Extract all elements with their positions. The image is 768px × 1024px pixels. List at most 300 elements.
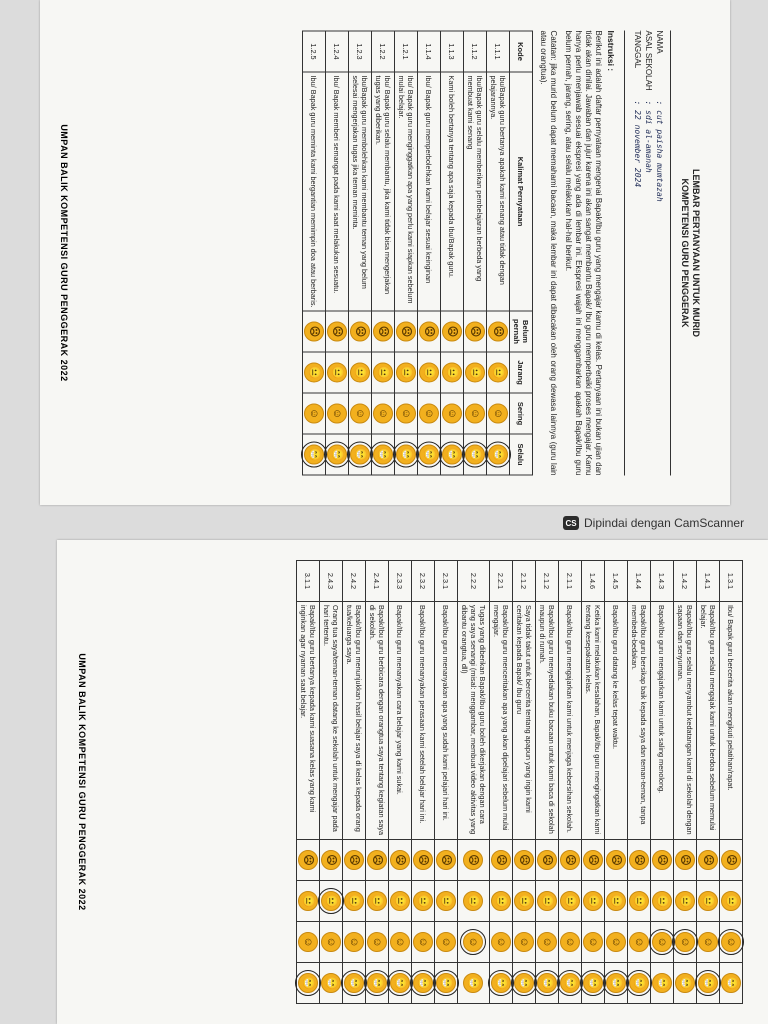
- response-cell[interactable]: [696, 963, 719, 1004]
- response-cell[interactable]: [650, 881, 673, 922]
- grin-face-icon: 😁: [652, 973, 672, 993]
- neutral-face-icon: 😐: [606, 891, 626, 911]
- row-statement: Orang tua saya/teman-teman datang ke sekolah untuk mengajar pada hari tertentu.: [319, 602, 342, 840]
- response-cell[interactable]: [604, 840, 627, 881]
- grin-face-icon: 😁: [465, 444, 485, 464]
- response-cell[interactable]: [719, 840, 742, 881]
- row-statement: Bapak/Ibu guru datang ke kelas tepat waktu.: [604, 602, 627, 840]
- row-statement: Kami boleh bertanya tentang apa saja kepada Ibu/Bapak guru.: [441, 72, 464, 311]
- row-code: 2.1.1: [558, 561, 581, 602]
- neutral-face-icon: 😐: [442, 362, 462, 382]
- response-cell[interactable]: [581, 881, 604, 922]
- table-row: [487, 31, 510, 475]
- response-cell[interactable]: [434, 963, 457, 1004]
- response-cell[interactable]: [650, 963, 673, 1004]
- neutral-face-icon: 😐: [350, 362, 370, 382]
- smile-face-icon: ☺: [367, 932, 387, 952]
- neutral-face-icon: 😐: [304, 362, 324, 382]
- grin-face-icon: 😁: [698, 973, 718, 993]
- smile-face-icon: ☺: [298, 932, 318, 952]
- response-cell[interactable]: [372, 311, 395, 352]
- response-cell[interactable]: [365, 922, 388, 963]
- sad-face-icon: ☹: [304, 321, 324, 341]
- sad-face-icon: ☹: [396, 321, 416, 341]
- table-row: [581, 561, 604, 1004]
- meta-label-school: ASAL SEKOLAH: [644, 30, 653, 91]
- response-cell[interactable]: [558, 963, 581, 1004]
- sad-face-icon: ☹: [436, 850, 456, 870]
- smile-face-icon: ☺: [419, 403, 439, 423]
- neutral-face-icon: 😐: [298, 891, 318, 911]
- table-row: [558, 561, 581, 1004]
- neutral-face-icon: 😐: [419, 362, 439, 382]
- smile-face-icon: ☺: [514, 932, 534, 952]
- response-cell[interactable]: [296, 963, 319, 1004]
- response-cell[interactable]: [719, 922, 742, 963]
- row-statement: Bapak/Ibu guru mengajarkan kami untuk menjaga kebersihan sekolah.: [558, 602, 581, 840]
- response-cell[interactable]: [673, 881, 696, 922]
- response-cell[interactable]: [457, 963, 489, 1004]
- camscanner-watermark: [563, 514, 744, 532]
- row-code: 2.2.1: [489, 561, 512, 602]
- table-row: [319, 561, 342, 1004]
- sad-face-icon: ☹: [560, 850, 580, 870]
- response-cell[interactable]: [372, 393, 395, 434]
- response-cell[interactable]: [418, 311, 441, 352]
- response-cell[interactable]: [627, 840, 650, 881]
- response-cell[interactable]: [434, 922, 457, 963]
- row-statement: Saya tidak takut untuk bercerita tentang apapun yang ingin kami ceritakan kepada Bapak/ Ibu guru: [512, 602, 535, 840]
- smile-face-icon: ☺: [560, 932, 580, 952]
- row-code: 2.4.2: [342, 561, 365, 602]
- response-cell[interactable]: [326, 393, 349, 434]
- grin-face-icon: 😁: [488, 444, 508, 464]
- smile-face-icon: ☺: [304, 403, 324, 423]
- response-cell[interactable]: [487, 352, 510, 393]
- sad-face-icon: ☹: [390, 850, 410, 870]
- row-code: 1.1.2: [464, 31, 487, 72]
- response-cell[interactable]: [719, 963, 742, 1004]
- camscanner-logo-icon: CS: [563, 516, 579, 530]
- response-cell[interactable]: [319, 840, 342, 881]
- grin-face-icon: 😁: [304, 444, 324, 464]
- row-code: 1.2.5: [303, 31, 326, 72]
- grin-face-icon: 😁: [373, 444, 393, 464]
- response-cell[interactable]: [326, 311, 349, 352]
- table-row: [512, 561, 535, 1004]
- response-cell[interactable]: [296, 881, 319, 922]
- row-code: 2.1.2: [512, 561, 535, 602]
- response-cell[interactable]: [395, 352, 418, 393]
- response-cell[interactable]: [296, 922, 319, 963]
- col-rarely: Jarang: [510, 352, 533, 393]
- row-code: 2.3.1: [434, 561, 457, 602]
- response-cell[interactable]: [434, 840, 457, 881]
- neutral-face-icon: 😐: [491, 891, 511, 911]
- row-statement: Bapak/Ibu guru menanyakan cara belajar yang kami sukai.: [388, 602, 411, 840]
- response-cell[interactable]: [558, 881, 581, 922]
- row-code: 3.1.1: [296, 561, 319, 602]
- table-row: [719, 561, 742, 1004]
- meta-value-date: : 22 november 2024: [633, 100, 642, 187]
- response-cell[interactable]: [558, 922, 581, 963]
- sad-face-icon: ☹: [583, 850, 603, 870]
- table-row: [418, 31, 441, 475]
- table-row: [365, 561, 388, 1004]
- smile-face-icon: ☺: [675, 932, 695, 952]
- sad-face-icon: ☹: [463, 850, 483, 870]
- neutral-face-icon: 😐: [698, 891, 718, 911]
- response-cell[interactable]: [464, 434, 487, 475]
- table-row: [696, 561, 719, 1004]
- row-statement: Ibu/ Bapak memberi semangat pada kami saat melakukan sesuatu.: [326, 72, 349, 311]
- table-row: [395, 31, 418, 475]
- meta-rule: [624, 30, 625, 475]
- table-row: [627, 561, 650, 1004]
- response-cell[interactable]: [395, 311, 418, 352]
- sad-face-icon: ☹: [629, 850, 649, 870]
- table-row: [489, 561, 512, 1004]
- row-statement: Bapak/Ibu guru selalu mengajak kami untuk berdoa sebelum memulai belajar.: [696, 602, 719, 840]
- response-cell[interactable]: [441, 434, 464, 475]
- response-cell[interactable]: [411, 840, 434, 881]
- response-cell[interactable]: [464, 393, 487, 434]
- row-code: 1.4.5: [604, 561, 627, 602]
- response-cell[interactable]: [303, 393, 326, 434]
- row-statement: Bapak/Ibu guru berbicara dengan orangtua saya tentang kegiatan saya di sekolah.: [365, 602, 388, 840]
- sad-face-icon: ☹: [442, 321, 462, 341]
- response-cell[interactable]: [441, 393, 464, 434]
- smile-face-icon: ☺: [491, 932, 511, 952]
- smile-face-icon: ☺: [436, 932, 456, 952]
- col-never: Belum pernah: [510, 311, 533, 352]
- sad-face-icon: ☹: [698, 850, 718, 870]
- instructions-note: Catatan: jika murid belum dapat memahami bacaan, maka lembar ini dapat dibacakan oleh orang dewasa lainnya (guru lain atau orangtua).: [539, 30, 558, 475]
- response-cell[interactable]: [388, 922, 411, 963]
- response-cell[interactable]: [296, 840, 319, 881]
- table-row: [535, 561, 558, 1004]
- response-cell[interactable]: [434, 881, 457, 922]
- response-cell[interactable]: [696, 881, 719, 922]
- smile-face-icon: ☺: [698, 932, 718, 952]
- table-row: [650, 561, 673, 1004]
- response-cell[interactable]: [411, 963, 434, 1004]
- sad-face-icon: ☹: [488, 321, 508, 341]
- response-cell[interactable]: [303, 311, 326, 352]
- response-cell[interactable]: [464, 311, 487, 352]
- response-cell[interactable]: [349, 352, 372, 393]
- grin-face-icon: 😁: [491, 973, 511, 993]
- sad-face-icon: ☹: [413, 850, 433, 870]
- statement-table-2: [296, 560, 743, 1004]
- neutral-face-icon: 😐: [537, 891, 557, 911]
- neutral-face-icon: 😐: [463, 891, 483, 911]
- response-cell[interactable]: [673, 922, 696, 963]
- smile-face-icon: ☺: [321, 932, 341, 952]
- row-code: 2.1.2: [535, 561, 558, 602]
- sad-face-icon: ☹: [327, 321, 347, 341]
- response-cell[interactable]: [487, 393, 510, 434]
- neutral-face-icon: 😐: [327, 362, 347, 382]
- row-code: 1.1.1: [487, 31, 510, 72]
- instructions: [538, 30, 616, 475]
- meta-value-school: : sdi al-amanah: [644, 100, 653, 173]
- response-cell[interactable]: [365, 840, 388, 881]
- neutral-face-icon: 😐: [436, 891, 456, 911]
- neutral-face-icon: 😐: [560, 891, 580, 911]
- col-code: Kode: [510, 31, 533, 72]
- smile-face-icon: ☺: [373, 403, 393, 423]
- response-cell[interactable]: [627, 963, 650, 1004]
- row-statement: Bapak/Ibu guru selalu menyambut kedatangan kami di sekolah dengan sapaan dan senyuman.: [673, 602, 696, 840]
- sad-face-icon: ☹: [721, 850, 741, 870]
- table-row: [441, 31, 464, 475]
- response-cell[interactable]: [303, 352, 326, 393]
- statement-table-1: [302, 30, 533, 475]
- grin-face-icon: 😁: [367, 973, 387, 993]
- response-cell[interactable]: [395, 434, 418, 475]
- neutral-face-icon: 😐: [413, 891, 433, 911]
- neutral-face-icon: 😐: [390, 891, 410, 911]
- title-rule: [670, 30, 671, 475]
- row-statement: Ibu/Bapak guru selalu memberikan pembelajaran berbeda yang membuat kami senang: [464, 72, 487, 311]
- row-code: 2.3.2: [411, 561, 434, 602]
- row-code: 1.2.2: [372, 31, 395, 72]
- sad-face-icon: ☹: [373, 321, 393, 341]
- grin-face-icon: 😁: [413, 973, 433, 993]
- response-cell[interactable]: [388, 963, 411, 1004]
- response-cell[interactable]: [673, 840, 696, 881]
- table-row: [388, 561, 411, 1004]
- col-often: Sering: [510, 393, 533, 434]
- smile-face-icon: ☺: [350, 403, 370, 423]
- table-header: [510, 31, 533, 475]
- response-cell[interactable]: [372, 434, 395, 475]
- meta-label-name: NAMA: [655, 30, 664, 54]
- response-cell[interactable]: [411, 881, 434, 922]
- grin-face-icon: 😁: [396, 444, 416, 464]
- response-cell[interactable]: [581, 840, 604, 881]
- smile-face-icon: ☺: [583, 932, 603, 952]
- smile-face-icon: ☺: [396, 403, 416, 423]
- table-row: [464, 31, 487, 475]
- table-row: [457, 561, 489, 1004]
- response-cell[interactable]: [604, 963, 627, 1004]
- smile-face-icon: ☺: [606, 932, 626, 952]
- sad-face-icon: ☹: [419, 321, 439, 341]
- response-cell[interactable]: [342, 881, 365, 922]
- row-statement: Ibu/ Bapak guru selalu membantu, jika kami tidak bisa mengerjakan tugas yang diberikan.: [372, 72, 395, 311]
- table-row: [372, 31, 395, 475]
- response-cell[interactable]: [719, 881, 742, 922]
- grin-face-icon: 😁: [344, 973, 364, 993]
- table-row: [326, 31, 349, 475]
- grin-face-icon: 😁: [606, 973, 626, 993]
- row-code: 1.2.3: [349, 31, 372, 72]
- grin-face-icon: 😁: [350, 444, 370, 464]
- row-statement: Ibu/ Bapak guru menginggatkan apa yang perlu kami siapkan sebelum mulai belajar.: [395, 72, 418, 311]
- table-row: [349, 31, 372, 475]
- table-row: [673, 561, 696, 1004]
- response-cell[interactable]: [457, 881, 489, 922]
- response-cell[interactable]: [535, 840, 558, 881]
- response-cell[interactable]: [558, 840, 581, 881]
- form-title: LEMBAR PERTANYAAN UNTUK MURID KOMPETENSI GURU PENGGERAK: [680, 168, 701, 337]
- row-statement: Ibu/ Bapak guru memperbolehkan kami belajar sesuai keinginan: [418, 72, 441, 311]
- response-cell[interactable]: [342, 922, 365, 963]
- neutral-face-icon: 😐: [583, 891, 603, 911]
- response-cell[interactable]: [489, 963, 512, 1004]
- page-footer: UMPAN BALIK KOMPETENSI GURU PENGGERAK 2022: [59, 123, 69, 382]
- response-cell[interactable]: [349, 393, 372, 434]
- col-always: Selalu: [510, 434, 533, 475]
- smile-face-icon: ☺: [390, 932, 410, 952]
- response-cell[interactable]: [365, 881, 388, 922]
- response-cell[interactable]: [441, 352, 464, 393]
- table-row: [604, 561, 627, 1004]
- response-cell[interactable]: [342, 963, 365, 1004]
- response-cell[interactable]: [418, 393, 441, 434]
- grin-face-icon: 😁: [560, 973, 580, 993]
- response-cell[interactable]: [372, 352, 395, 393]
- grin-face-icon: 😁: [298, 973, 318, 993]
- response-cell[interactable]: [349, 434, 372, 475]
- row-statement: Bapak/Ibu guru bersikap baik kepada saya dan teman-teman, tanpa membeda-bedakan.: [627, 602, 650, 840]
- row-code: 1.4.3: [650, 561, 673, 602]
- response-cell[interactable]: [365, 963, 388, 1004]
- row-code: 2.3.3: [388, 561, 411, 602]
- response-cell[interactable]: [512, 840, 535, 881]
- response-cell[interactable]: [319, 963, 342, 1004]
- scanned-page-1: [40, 0, 730, 505]
- response-cell[interactable]: [535, 963, 558, 1004]
- sad-face-icon: ☹: [606, 850, 626, 870]
- neutral-face-icon: 😐: [344, 891, 364, 911]
- response-cell[interactable]: [650, 840, 673, 881]
- grin-face-icon: 😁: [675, 973, 695, 993]
- response-cell[interactable]: [489, 922, 512, 963]
- response-cell[interactable]: [457, 922, 489, 963]
- response-cell[interactable]: [581, 922, 604, 963]
- response-cell[interactable]: [581, 963, 604, 1004]
- neutral-face-icon: 😐: [721, 891, 741, 911]
- row-statement: Tugas yang diberikan Bapak/Ibu guru boleh dikerjakan dengan cara yang saya senangi (misal: menggambar, membuat video aktivitas yang dibantu orangtua, dll): [457, 602, 489, 840]
- smile-face-icon: ☺: [413, 932, 433, 952]
- response-cell[interactable]: [489, 881, 512, 922]
- row-code: 1.2.1: [395, 31, 418, 72]
- response-cell[interactable]: [319, 881, 342, 922]
- response-cell[interactable]: [441, 311, 464, 352]
- row-code: 2.4.1: [365, 561, 388, 602]
- instructions-text: Berikut ini adalah daftar pernyataan mengenai Bapak/Ibu guru yang mengajar kamu di kelas. Pertanyaan ini bukan ujian dan tidak akan dinilai. Jawaban dan jujur karena ini akan sangat membantu Bapak/ Ibu guru memperbaiki proses mengajar. Kamu hanya perlu menjawab sesuai ekspresi yang ada di lembar ini. Ekspresi wajah ini menggambarkan apakah Bapak/Ibu guru belum pernah, jarang, sering, atau selalu melakukan hal-hal berikut.: [564, 30, 603, 475]
- sad-face-icon: ☹: [675, 850, 695, 870]
- response-cell[interactable]: [604, 881, 627, 922]
- sad-face-icon: ☹: [344, 850, 364, 870]
- row-statement: Ibu/Bapak guru membolehkan kami membantu teman yang belum selesai mengerjakan tugas jika teman meminta.: [349, 72, 372, 311]
- sad-face-icon: ☹: [491, 850, 511, 870]
- response-cell[interactable]: [489, 840, 512, 881]
- row-code: 2.4.3: [319, 561, 342, 602]
- smile-face-icon: ☺: [629, 932, 649, 952]
- grin-face-icon: 😁: [537, 973, 557, 993]
- response-cell[interactable]: [349, 311, 372, 352]
- sad-face-icon: ☹: [321, 850, 341, 870]
- response-cell[interactable]: [696, 922, 719, 963]
- sad-face-icon: ☹: [350, 321, 370, 341]
- row-code: 1.1.4: [418, 31, 441, 72]
- response-cell[interactable]: [487, 434, 510, 475]
- response-cell[interactable]: [696, 840, 719, 881]
- row-code: 1.4.2: [673, 561, 696, 602]
- response-cell[interactable]: [411, 922, 434, 963]
- response-cell[interactable]: [627, 922, 650, 963]
- response-cell[interactable]: [604, 922, 627, 963]
- row-statement: Ketika kami melakukan kesalahan, Bapak/Ibu guru mengingatkan kami tentang kesepakatan kelas.: [581, 602, 604, 840]
- grin-face-icon: 😁: [436, 973, 456, 993]
- neutral-face-icon: 😐: [367, 891, 387, 911]
- response-cell[interactable]: [388, 840, 411, 881]
- row-code: 1.1.3: [441, 31, 464, 72]
- row-statement: Bapak/Ibu guru mengajarkan kami untuk saling menolong.: [650, 602, 673, 840]
- row-statement: Bapak/Ibu guru menanyakan perasaan kami setelah belajar hari ini.: [411, 602, 434, 840]
- neutral-face-icon: 😐: [465, 362, 485, 382]
- grin-face-icon: 😁: [442, 444, 462, 464]
- response-cell[interactable]: [326, 352, 349, 393]
- response-cell[interactable]: [303, 434, 326, 475]
- response-cell[interactable]: [487, 311, 510, 352]
- response-cell[interactable]: [535, 922, 558, 963]
- row-code: 1.4.1: [696, 561, 719, 602]
- response-cell[interactable]: [319, 922, 342, 963]
- response-cell[interactable]: [418, 434, 441, 475]
- response-cell[interactable]: [673, 963, 696, 1004]
- row-statement: Ibu/ Bapak guru meminta kami bergantian memimpin doa atau berbaris.: [303, 72, 326, 311]
- camscanner-label: Dipindai dengan CamScanner: [584, 516, 745, 530]
- row-statement: Ibu/ Bapak guru bercerita akan mengikuti pelatihan/rapat.: [719, 602, 742, 840]
- response-cell[interactable]: [388, 881, 411, 922]
- row-statement: Bapak/Ibu guru menceritakan apa yang akan dipelajari sebelum mulai mengajar.: [489, 602, 512, 840]
- response-cell[interactable]: [342, 840, 365, 881]
- response-cell[interactable]: [418, 352, 441, 393]
- sad-face-icon: ☹: [367, 850, 387, 870]
- response-cell[interactable]: [326, 434, 349, 475]
- response-cell[interactable]: [464, 352, 487, 393]
- response-cell[interactable]: [457, 840, 489, 881]
- smile-face-icon: ☺: [652, 932, 672, 952]
- response-cell[interactable]: [627, 881, 650, 922]
- grin-face-icon: 😁: [390, 973, 410, 993]
- grin-face-icon: 😁: [321, 973, 341, 993]
- grin-face-icon: 😁: [721, 973, 741, 993]
- table-row: [296, 561, 319, 1004]
- smile-face-icon: ☺: [488, 403, 508, 423]
- meta-label-date: TANGGAL: [633, 30, 642, 68]
- grin-face-icon: 😁: [629, 973, 649, 993]
- response-cell[interactable]: [512, 922, 535, 963]
- page-footer-2: UMPAN BALIK KOMPETENSI GURU PENGGERAK 2022: [76, 653, 87, 911]
- row-statement: Ibu/Bapak guru bertanya apakah kami senang atau tidak dengan pelajarannya.: [487, 72, 510, 311]
- response-cell[interactable]: [512, 963, 535, 1004]
- smile-face-icon: ☺: [537, 932, 557, 952]
- grin-face-icon: 😁: [583, 973, 603, 993]
- response-cell[interactable]: [535, 881, 558, 922]
- response-cell[interactable]: [395, 393, 418, 434]
- response-cell[interactable]: [512, 881, 535, 922]
- smile-face-icon: ☺: [465, 403, 485, 423]
- smile-face-icon: ☺: [327, 403, 347, 423]
- sad-face-icon: ☹: [465, 321, 485, 341]
- response-cell[interactable]: [650, 922, 673, 963]
